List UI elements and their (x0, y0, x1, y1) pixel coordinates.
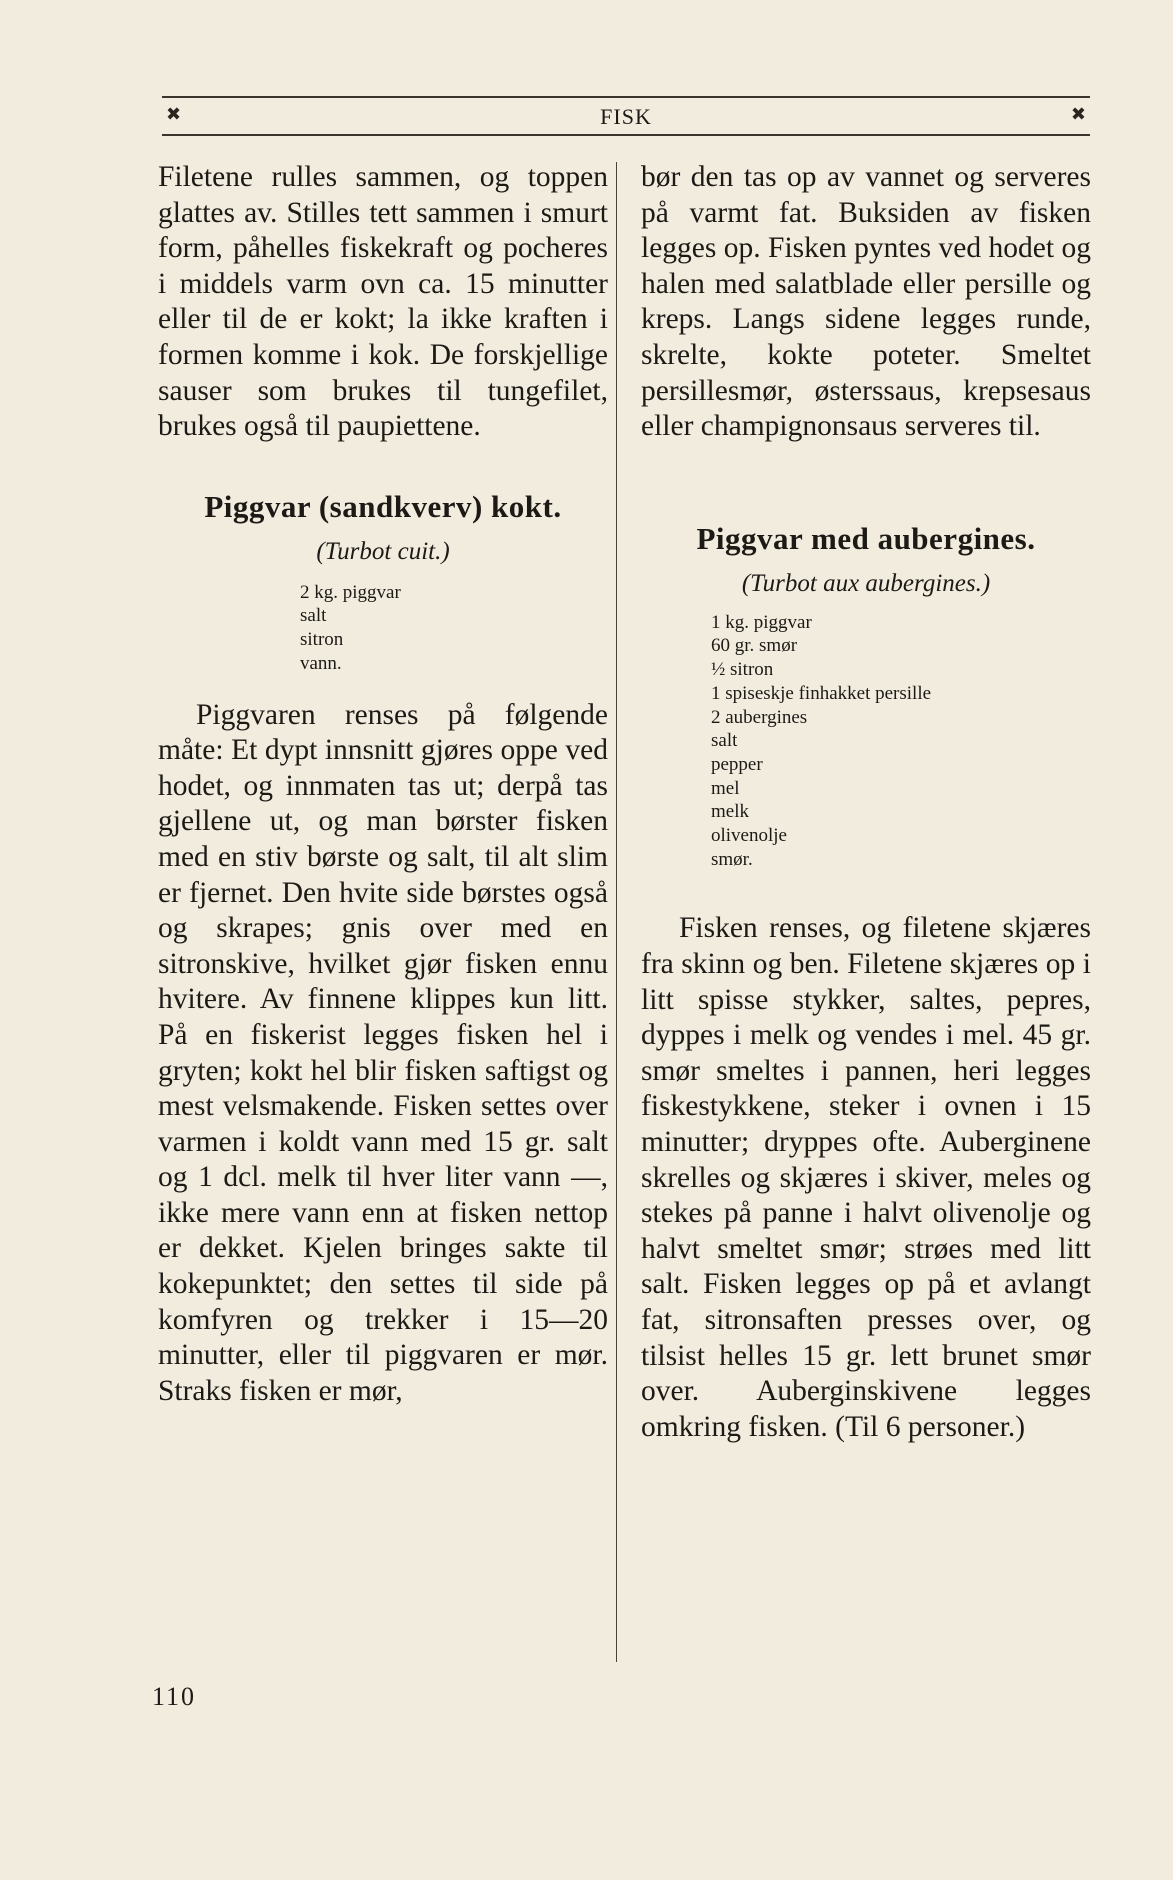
ornament-right-icon: ✖ (1070, 104, 1086, 125)
ingredient: salt (300, 605, 327, 627)
right-column (641, 160, 1091, 1445)
recipe-title-piggvar-kokt: Piggvar (sandkverv) kokt. (204, 488, 562, 524)
ingredient: olivenolje (711, 825, 787, 847)
ingredient: 1 kg. piggvar (711, 611, 812, 633)
recipe-subtitle-piggvar-aubergines: (Turbot aux aubergines.) (741, 569, 991, 597)
recipe-text-piggvar-aubergines: Fisken renses, og filetene skjæres fra skinn og ben. Filetene skjæres op i litt spisse stykker, saltes, pepres, dyppes i melk og vendes i mel. 45 gr. smør smeltes i pannen, heri legges fiskestykkene, steker i ovnen i 15 minutter; dryppes ofte. Auberginene skrelles og skjæres i skiver, meles og stekes på panne i halvt olivenolje og halvt smeltet smør; strøes med litt salt. Fisken legges op på et avlangt fat, sitronsaften presses over, og tilsist helles 15 gr. lett brunet smør over. Auberginskivene legges omkring fisken. (Til 6 personer.) (641, 912, 1091, 1443)
ingredient: smør. (711, 848, 753, 870)
ingredient: pepper (711, 753, 763, 775)
running-title: FISK (600, 104, 652, 129)
intro-paragraph: Filetene rulles sammen, og toppen glattes av. Stilles tett sammen i smurt form, påhelles fiskekraft og pocheres i middels varm ovn ca. 15 minutter eller til de er kokt; la ikke kraften i formen komme i kok. De forskjellige sauser som brukes til tungefilet, brukes også til paupiettene. (158, 161, 608, 443)
ingredient: salt (711, 730, 738, 752)
ingredient: 60 gr. smør (711, 635, 798, 657)
column-divider (616, 162, 617, 1662)
ingredient: vann. (300, 652, 342, 674)
left-column (158, 160, 608, 1409)
ingredient: sitron (300, 629, 344, 651)
ingredient: 1 spiseskje finhakket persille (711, 682, 932, 704)
recipe-title-piggvar-aubergines: Piggvar med aubergines. (696, 520, 1036, 556)
ingredient-list-piggvar-aubergines (711, 611, 1091, 872)
recipe-subtitle-piggvar-kokt: (Turbot cuit.) (316, 537, 450, 565)
ingredient: 2 aubergines (711, 706, 808, 728)
ornament-left-icon: ✖ (166, 104, 182, 125)
ingredient: melk (711, 801, 749, 823)
running-header (162, 96, 1090, 136)
recipe-text-piggvar-kokt: Piggvaren renses på følgende måte: Et dypt innsnitt gjøres oppe ved hodet, og innmaten tas ut; derpå tas gjellene ut, og man børster fisken med en stiv børste og salt, til alt slim er fjernet. Den hvite side børstes også og skrapes; gnis over med en sitronskive, hvilket gjør fisken ennu hvitere. Av finnene klippes kun litt. På en fiskerist legges fisken hel i gryten; kokt hel blir fisken saftigst og mest velsmakende. Fisken settes over varmen i koldt vann med 15 gr. salt og 1 dcl. melk til hver liter vann —, ikke mere vann enn at fisken nettop er dekket. Kjelen bringes sakte til kokepunktet; den settes til side på komfyren og trekker i 15—20 minutter, eller til piggvaren er mør. Straks fisken er mør, (158, 698, 608, 1407)
ingredient: ½ sitron (711, 659, 774, 681)
ingredient-list-piggvar-kokt (300, 581, 608, 676)
ingredient: mel (711, 777, 740, 799)
page-number: 110 (152, 1682, 197, 1711)
continuation-paragraph: bør den tas op av vannet og serveres på varmt fat. Buksiden av fisken legges op. Fisken pyntes ved hodet og halen med salatblade eller persille og kreps. Langs sidene legges runde, skrelte, kokte poteter. Smeltet persillesmør, østerssaus, krepsesaus eller champignonsaus serveres til. (641, 161, 1091, 443)
ingredient: 2 kg. piggvar (300, 581, 401, 603)
